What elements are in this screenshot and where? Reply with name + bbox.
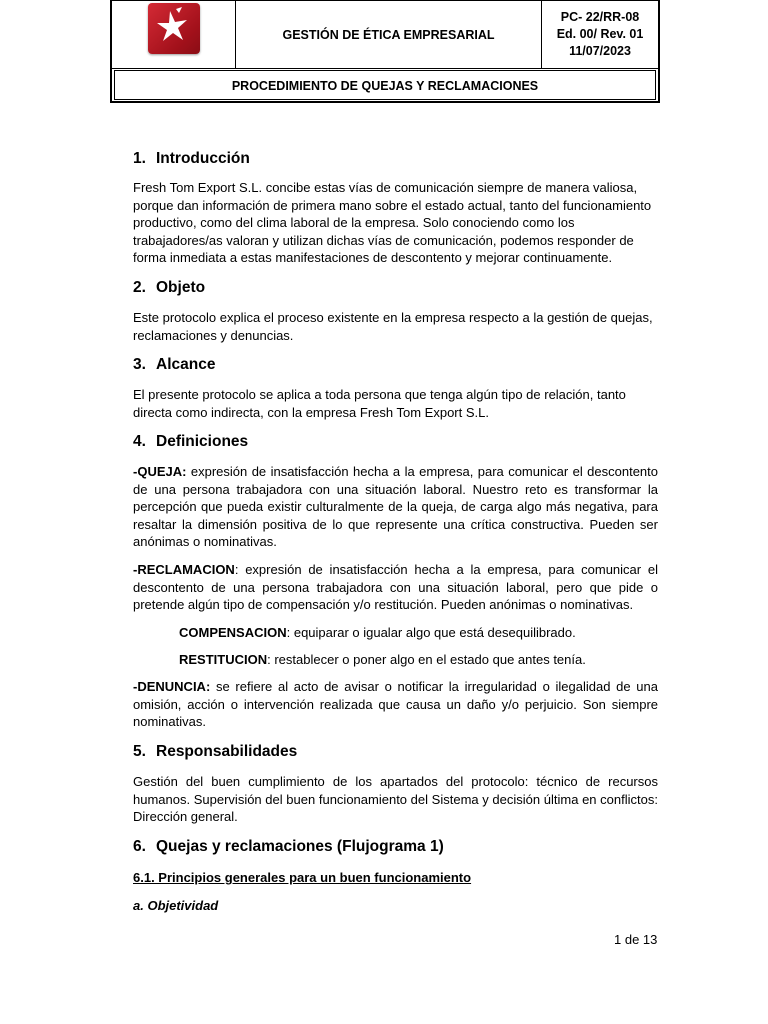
definition-denuncia bbox=[133, 678, 658, 731]
section-number: 2. bbox=[133, 279, 146, 296]
section-number: 5. bbox=[133, 743, 146, 760]
header-subtitle: PROCEDIMIENTO DE QUEJAS Y RECLAMACIONES bbox=[231, 78, 539, 93]
definition-reclamacion bbox=[133, 561, 658, 614]
subsection-item-heading: a. Objetividad bbox=[133, 898, 219, 913]
definition-text: expresión de insatisfacción hecha a la empresa, para comunicar el descontento de una persona trabajadora con una situación laboral. Nuestro reto es transformar la percepción que pueda existir culturalmente de la queja, de carga algo más negativa, para resaltar la dimensión positiva de lo que represente una crítica constructiva. Pueden ser anónimas o nominativas. bbox=[133, 464, 658, 550]
section-title: Alcance bbox=[156, 356, 216, 373]
section-paragraph-5: Gestión del buen cumplimiento de los apartados del protocolo: técnico de recursos humanos. Supervisión del buen funcionamiento del Sistema y decisión última en conflictos: Dirección general. bbox=[133, 774, 658, 825]
definition-text: : expresión de insatisfacción hecha a la empresa, para comunicar el descontento de una persona trabajadora con una situación laboral, pero que pide o pretende algún tipo de compensación y/o restitución. Pueden anónimas o nominativas. bbox=[133, 562, 658, 613]
section-heading-1 bbox=[133, 150, 250, 168]
header-title: GESTIÓN DE ÉTICA EMPRESARIAL bbox=[236, 1, 542, 68]
definition-term: COMPENSACION bbox=[179, 625, 287, 640]
section-title: Objeto bbox=[156, 279, 206, 296]
section-title: Quejas y reclamaciones (Flujograma 1) bbox=[156, 838, 444, 855]
section-title: Definiciones bbox=[156, 433, 249, 450]
header-top-row bbox=[112, 1, 658, 69]
definition-text: se refiere al acto de avisar o notificar la irregularidad o ilegalidad de una omisión, acción o intervención realizada que causa un daño y/o perjuicio. Son siempre nominativas. bbox=[133, 679, 658, 730]
definition-term: -RECLAMACION bbox=[133, 562, 235, 577]
definition-term: -QUEJA: bbox=[133, 464, 187, 479]
page-number: 1 de 13 bbox=[614, 932, 658, 947]
definition-text: : restablecer o poner algo en el estado que antes tenía. bbox=[267, 652, 586, 667]
section-heading-3 bbox=[133, 356, 215, 374]
document-edition: Ed. 00/ Rev. 01 bbox=[556, 27, 644, 41]
section-title: Responsabilidades bbox=[156, 743, 298, 760]
document-header bbox=[110, 0, 660, 103]
section-heading-4 bbox=[133, 433, 248, 451]
section-paragraph-2: Este protocolo explica el proceso existente en la empresa respecto a la gestión de quejas, reclamaciones y denuncias. bbox=[133, 310, 653, 343]
section-number: 4. bbox=[133, 433, 146, 450]
definition-restitucion bbox=[179, 651, 659, 669]
logo-cell bbox=[112, 1, 236, 68]
definition-term: -DENUNCIA: bbox=[133, 679, 211, 694]
company-logo-icon bbox=[148, 3, 200, 54]
document-code-id: PC- 22/RR-08 bbox=[560, 10, 640, 24]
section-number: 3. bbox=[133, 356, 146, 373]
section-heading-2 bbox=[133, 279, 205, 297]
section-number: 1. bbox=[133, 150, 146, 167]
subsection-heading: 6.1. Principios generales para un buen funcionamiento bbox=[133, 870, 472, 885]
document-date: 11/07/2023 bbox=[569, 44, 631, 58]
definition-queja bbox=[133, 463, 658, 551]
document-code bbox=[542, 1, 658, 68]
section-paragraph-3: El presente protocolo se aplica a toda persona que tenga algún tipo de relación, tanto directa como indirecta, con la empresa Fresh Tom Export S.L. bbox=[133, 387, 626, 420]
definition-term: RESTITUCION bbox=[179, 652, 268, 667]
section-heading-5 bbox=[133, 743, 297, 761]
section-heading-6 bbox=[133, 838, 444, 856]
definition-text: : equiparar o igualar algo que está desequilibrado. bbox=[286, 625, 576, 640]
section-title: Introducción bbox=[156, 150, 250, 167]
definition-compensacion bbox=[179, 624, 659, 642]
section-number: 6. bbox=[133, 838, 146, 855]
section-paragraph-1: Fresh Tom Export S.L. concibe estas vías de comunicación siempre de manera valiosa, porque dan información de primera mano sobre el estado actual, tanto del funcionamiento productivo, como del clima laboral de la empresa. Solo conociendo como los trabajadores/as valoran y utilizan dichas vías de comunicación, podemos responder de forma inmediata a estas manifestaciones de descontento y mejorar continuamente. bbox=[133, 180, 652, 266]
